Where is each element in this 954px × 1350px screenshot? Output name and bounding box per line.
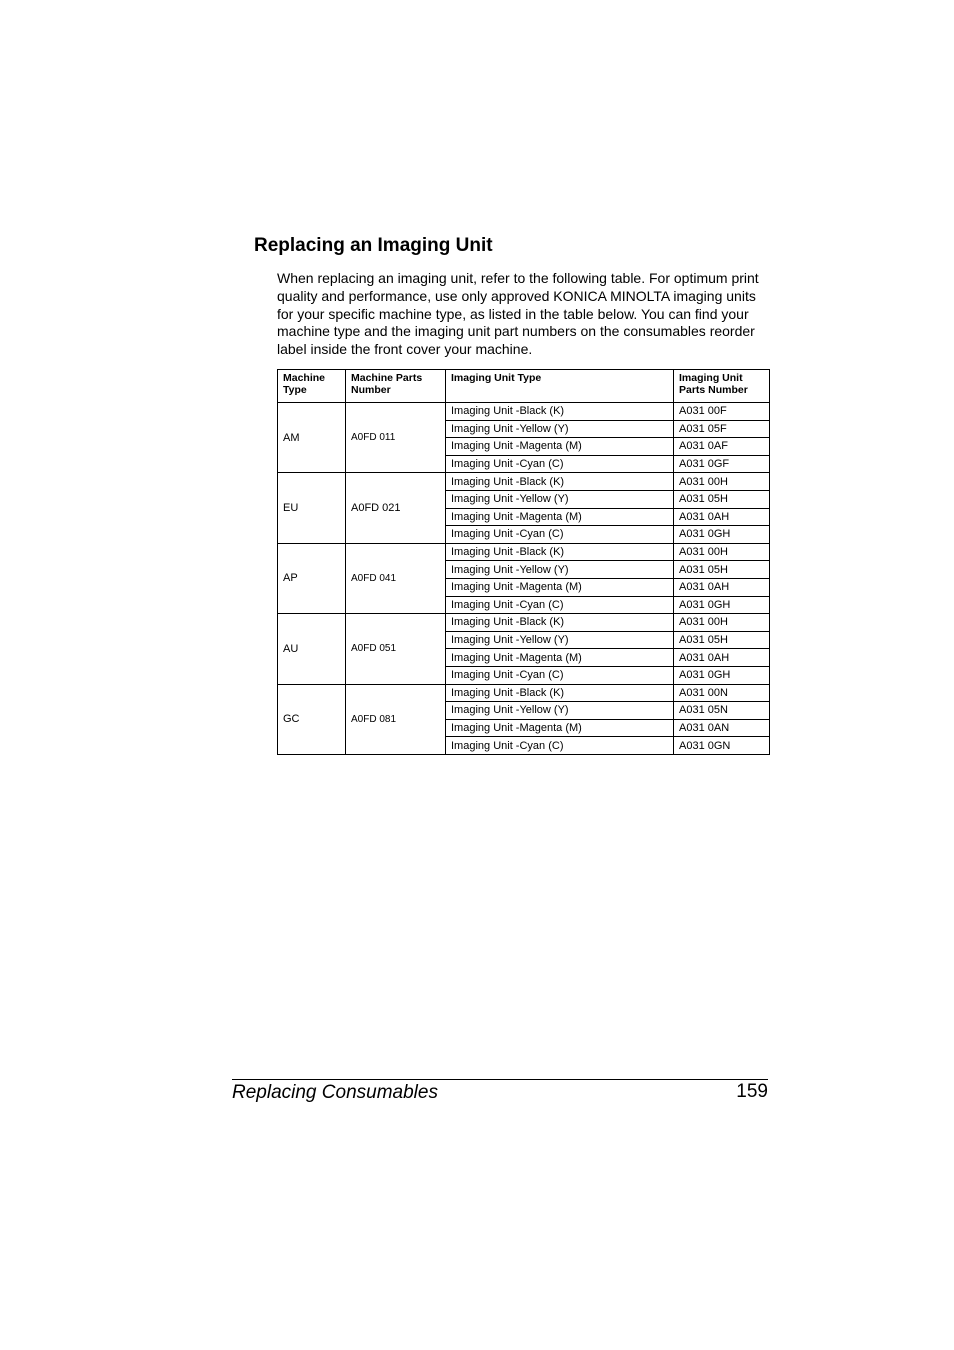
imaging-unit-part-number-cell: A031 00H	[674, 543, 770, 561]
imaging-unit-type-cell: Imaging Unit -Magenta (M)	[446, 508, 674, 526]
table-row	[278, 403, 770, 421]
table-body	[278, 403, 770, 755]
section-heading: Replacing an Imaging Unit	[254, 235, 493, 256]
machine-parts-number-cell: A0FD 081	[346, 684, 446, 754]
imaging-unit-part-number-cell: A031 05N	[674, 702, 770, 720]
table-row	[278, 543, 770, 561]
imaging-unit-part-number-cell: A031 0AH	[674, 649, 770, 667]
header-imaging-unit-parts-number: Imaging Unit Parts Number	[674, 370, 770, 403]
header-machine-type: Machine Type	[278, 370, 346, 403]
imaging-unit-type-cell: Imaging Unit -Black (K)	[446, 473, 674, 491]
imaging-unit-part-number-cell: A031 0GH	[674, 596, 770, 614]
imaging-unit-part-number-cell: A031 05F	[674, 420, 770, 438]
imaging-unit-part-number-cell: A031 0AN	[674, 719, 770, 737]
imaging-unit-table	[277, 369, 770, 755]
machine-type-cell: AP	[278, 543, 346, 613]
imaging-unit-type-cell: Imaging Unit -Black (K)	[446, 543, 674, 561]
header-imaging-unit-type: Imaging Unit Type	[446, 370, 674, 403]
imaging-unit-part-number-cell: A031 00F	[674, 403, 770, 421]
imaging-unit-type-cell: Imaging Unit -Black (K)	[446, 684, 674, 702]
machine-type-cell: GC	[278, 684, 346, 754]
table-header-row	[278, 370, 770, 403]
machine-parts-number-cell: A0FD 011	[346, 403, 446, 473]
footer-divider	[232, 1079, 768, 1080]
imaging-unit-part-number-cell: A031 0AH	[674, 578, 770, 596]
header-machine-parts-number: Machine Parts Number	[346, 370, 446, 403]
imaging-unit-type-cell: Imaging Unit -Magenta (M)	[446, 438, 674, 456]
imaging-unit-type-cell: Imaging Unit -Magenta (M)	[446, 719, 674, 737]
imaging-unit-type-cell: Imaging Unit -Yellow (Y)	[446, 561, 674, 579]
machine-parts-number-cell: A0FD 051	[346, 614, 446, 684]
imaging-unit-part-number-cell: A031 0GN	[674, 737, 770, 755]
imaging-unit-part-number-cell: A031 05H	[674, 631, 770, 649]
footer-page-number: 159	[736, 1081, 768, 1102]
imaging-unit-type-cell: Imaging Unit -Yellow (Y)	[446, 631, 674, 649]
imaging-unit-part-number-cell: A031 00N	[674, 684, 770, 702]
imaging-unit-part-number-cell: A031 0GH	[674, 526, 770, 544]
imaging-unit-part-number-cell: A031 05H	[674, 490, 770, 508]
table-row	[278, 684, 770, 702]
imaging-unit-type-cell: Imaging Unit -Yellow (Y)	[446, 420, 674, 438]
machine-type-cell: AM	[278, 403, 346, 473]
machine-type-cell: AU	[278, 614, 346, 684]
imaging-unit-type-cell: Imaging Unit -Magenta (M)	[446, 578, 674, 596]
machine-parts-number-cell: A0FD 041	[346, 543, 446, 613]
imaging-unit-type-cell: Imaging Unit -Cyan (C)	[446, 737, 674, 755]
imaging-unit-type-cell: Imaging Unit -Cyan (C)	[446, 596, 674, 614]
footer-chapter-title: Replacing Consumables	[232, 1082, 438, 1103]
imaging-unit-type-cell: Imaging Unit -Magenta (M)	[446, 649, 674, 667]
imaging-unit-type-cell: Imaging Unit -Cyan (C)	[446, 526, 674, 544]
machine-parts-number-cell: A0FD 021	[346, 473, 446, 543]
table-row	[278, 614, 770, 632]
imaging-unit-type-cell: Imaging Unit -Black (K)	[446, 403, 674, 421]
imaging-unit-part-number-cell: A031 00H	[674, 473, 770, 491]
table-row	[278, 473, 770, 491]
intro-paragraph: When replacing an imaging unit, refer to the following table. For optimum print quality and performance, use only approved KONICA MINOLTA imaging units for your specific machine type, as listed in the table below. You can find your machine type and the imaging unit part numbers on the consumables reorder label inside the front cover your machine.	[277, 270, 759, 358]
imaging-unit-type-cell: Imaging Unit -Cyan (C)	[446, 455, 674, 473]
imaging-unit-type-cell: Imaging Unit -Yellow (Y)	[446, 702, 674, 720]
imaging-unit-part-number-cell: A031 00H	[674, 614, 770, 632]
imaging-unit-type-cell: Imaging Unit -Yellow (Y)	[446, 490, 674, 508]
imaging-unit-part-number-cell: A031 0AH	[674, 508, 770, 526]
imaging-unit-type-cell: Imaging Unit -Cyan (C)	[446, 666, 674, 684]
imaging-unit-part-number-cell: A031 0GF	[674, 455, 770, 473]
imaging-unit-part-number-cell: A031 0AF	[674, 438, 770, 456]
machine-type-cell: EU	[278, 473, 346, 543]
imaging-unit-type-cell: Imaging Unit -Black (K)	[446, 614, 674, 632]
imaging-unit-part-number-cell: A031 05H	[674, 561, 770, 579]
imaging-unit-part-number-cell: A031 0GH	[674, 666, 770, 684]
